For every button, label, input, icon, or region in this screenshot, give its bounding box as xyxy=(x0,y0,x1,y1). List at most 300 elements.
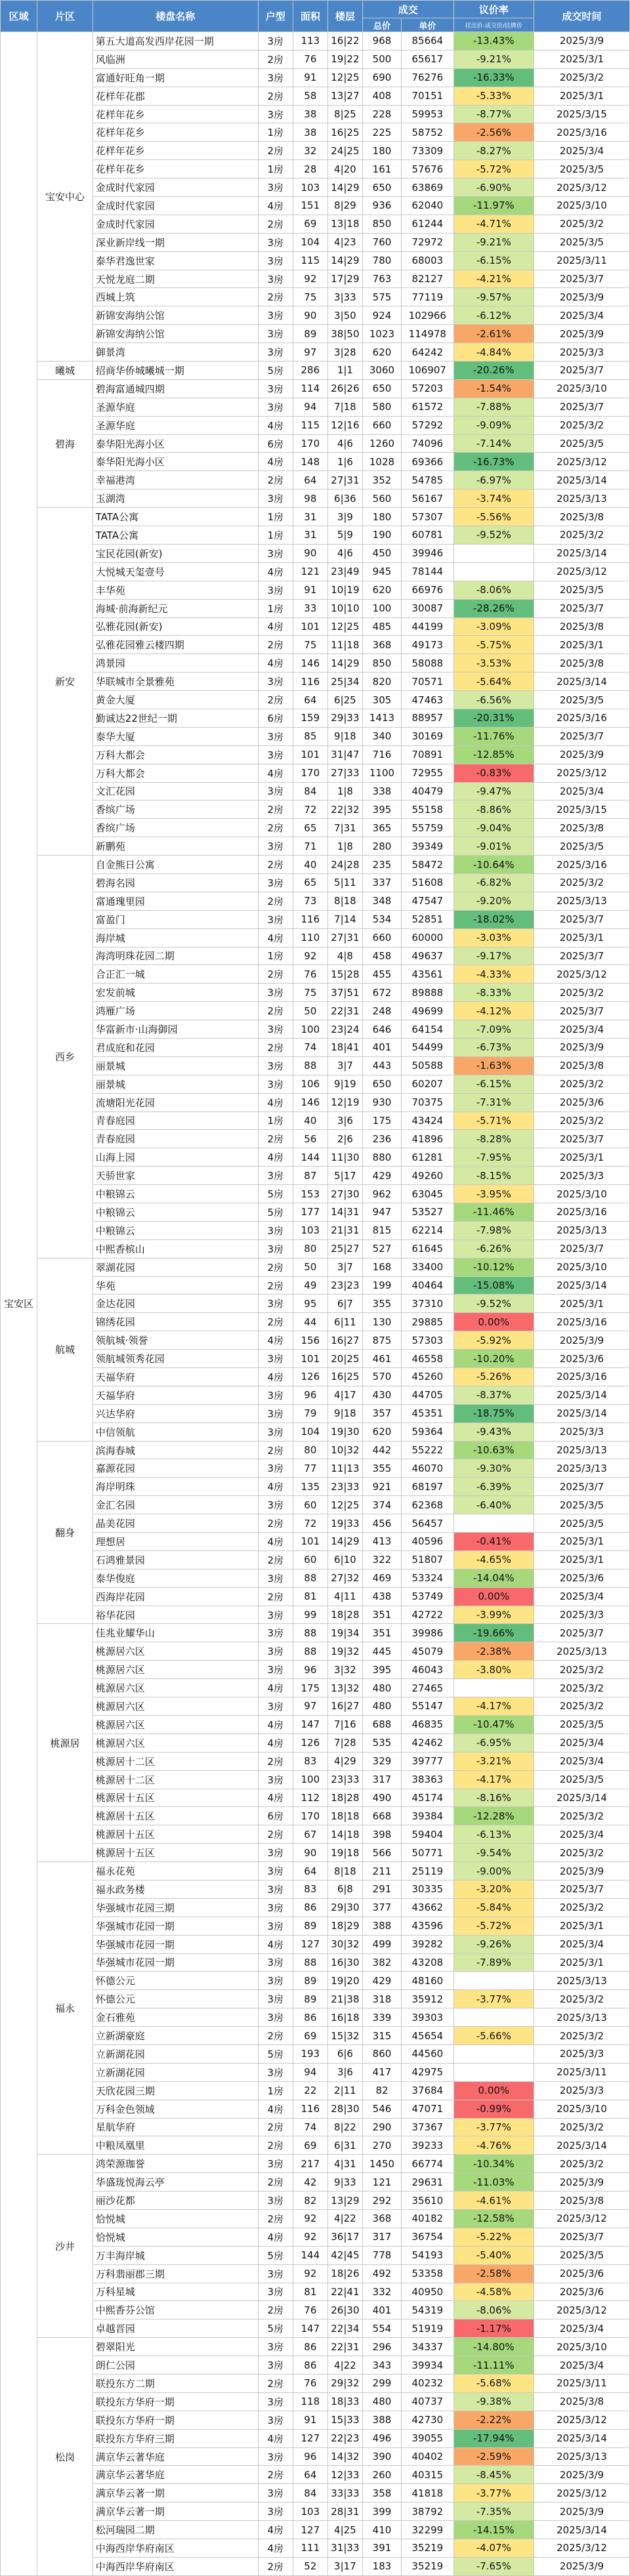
table-row xyxy=(1,2539,630,2558)
floor-cell: 11|13 xyxy=(327,1459,362,1478)
date-cell: 2025/3/2 xyxy=(534,215,630,233)
date-cell: 2025/3/7 xyxy=(534,1130,630,1148)
date-cell: 2025/3/14 xyxy=(534,1789,630,1807)
rate-cell: -14.80% xyxy=(453,2338,534,2356)
estate-cell: 联投东方二期 xyxy=(93,2375,258,2393)
unit-cell: 55759 xyxy=(402,819,454,837)
size-cell: 84 xyxy=(293,782,327,800)
estate-cell: 桃源居六区 xyxy=(93,1679,258,1697)
unit-cell: 60000 xyxy=(402,928,454,947)
date-cell: 2025/3/4 xyxy=(534,2319,630,2338)
table-row xyxy=(1,1441,630,1459)
table-row xyxy=(1,2484,630,2503)
table-row xyxy=(1,654,630,673)
size-cell: 71 xyxy=(293,837,327,856)
estate-cell: 丽景城 xyxy=(93,1075,258,1093)
table-row xyxy=(1,800,630,819)
estate-cell: 立新湖豪庭 xyxy=(93,2027,258,2045)
floor-cell: 14|32 xyxy=(327,2447,362,2466)
rate-cell: -9.00% xyxy=(453,1862,534,1880)
floor-cell: 18|28 xyxy=(327,1606,362,1624)
unit-cell: 50771 xyxy=(402,1844,454,1862)
unit-cell: 43662 xyxy=(402,1898,454,1917)
table-row xyxy=(1,1148,630,1167)
floor-cell: 15|32 xyxy=(327,2027,362,2045)
rate-cell xyxy=(453,2008,534,2027)
total-cell: 3060 xyxy=(362,362,401,380)
floor-cell: 3|17 xyxy=(327,2557,362,2575)
rate-cell: -5.33% xyxy=(453,87,534,105)
date-cell: 2025/3/7 xyxy=(534,910,630,928)
size-cell: 86 xyxy=(293,2008,327,2027)
rate-cell: -11.03% xyxy=(453,2173,534,2192)
layout-cell: 1房 xyxy=(258,508,293,526)
layout-cell: 3房 xyxy=(258,1624,293,1642)
date-cell: 2025/3/2 xyxy=(534,1111,630,1130)
estate-cell: 碧海名园 xyxy=(93,873,258,892)
layout-cell: 1房 xyxy=(258,526,293,545)
total-cell: 130 xyxy=(362,1313,401,1331)
rate-cell: -6.15% xyxy=(453,251,534,270)
layout-cell: 4房 xyxy=(258,562,293,581)
estate-cell: 天福华府 xyxy=(93,1368,258,1386)
table-row xyxy=(1,1917,630,1935)
date-cell: 2025/3/3 xyxy=(534,1167,630,1185)
size-cell: 96 xyxy=(293,2447,327,2466)
rate-cell: -11.97% xyxy=(453,197,534,215)
date-cell: 2025/3/7 xyxy=(534,398,630,416)
floor-cell: 27|32 xyxy=(327,1569,362,1587)
floor-cell: 6|25 xyxy=(327,691,362,709)
total-cell: 382 xyxy=(362,1953,401,1972)
floor-cell: 4|11 xyxy=(327,1587,362,1606)
table-row xyxy=(1,1734,630,1752)
size-cell: 28 xyxy=(293,160,327,178)
date-cell: 2025/3/1 xyxy=(534,1953,630,1972)
date-cell: 2025/3/4 xyxy=(534,1825,630,1844)
area-cell: 碧海 xyxy=(37,379,93,507)
unit-cell: 61572 xyxy=(402,398,454,416)
date-cell: 2025/3/4 xyxy=(534,2356,630,2375)
estate-cell: 金汇名园 xyxy=(93,1496,258,1514)
size-cell: 64 xyxy=(293,471,327,489)
table-row xyxy=(1,1569,630,1587)
estate-cell: 石鸿雅景园 xyxy=(93,1550,258,1569)
unit-cell: 34337 xyxy=(402,2338,454,2356)
size-cell: 115 xyxy=(293,251,327,270)
estate-cell: 泰华大厦 xyxy=(93,727,258,745)
rate-cell: -4.71% xyxy=(453,215,534,233)
layout-cell: 2房 xyxy=(258,2557,293,2575)
total-cell: 443 xyxy=(362,1056,401,1075)
layout-cell: 3房 xyxy=(258,178,293,197)
floor-cell: 27|33 xyxy=(327,764,362,782)
unit-cell: 39946 xyxy=(402,544,454,562)
floor-cell: 4|20 xyxy=(327,160,362,178)
unit-cell: 62368 xyxy=(402,1496,454,1514)
estate-cell: 桃源居十五区 xyxy=(93,1844,258,1862)
size-cell: 85 xyxy=(293,727,327,745)
table-row xyxy=(1,1606,630,1624)
table-row xyxy=(1,947,630,965)
unit-cell: 78144 xyxy=(402,562,454,581)
size-cell: 151 xyxy=(293,197,327,215)
size-cell: 76 xyxy=(293,2301,327,2319)
size-cell: 88 xyxy=(293,1056,327,1075)
layout-cell: 3房 xyxy=(258,251,293,270)
size-cell: 74 xyxy=(293,1038,327,1056)
date-cell: 2025/3/7 xyxy=(534,727,630,745)
floor-cell: 1|8 xyxy=(327,782,362,800)
table-row xyxy=(1,379,630,398)
table-row xyxy=(1,709,630,727)
header-rate-sub: 挂出价-成交价/挂牌价 xyxy=(453,18,534,32)
date-cell: 2025/3/2 xyxy=(534,1661,630,1679)
date-cell: 2025/3/11 xyxy=(534,2063,630,2081)
unit-cell: 37367 xyxy=(402,2118,454,2136)
table-row xyxy=(1,1825,630,1844)
layout-cell: 3房 xyxy=(258,32,293,51)
total-cell: 461 xyxy=(362,1350,401,1368)
floor-cell: 31|47 xyxy=(327,745,362,764)
floor-cell: 21|38 xyxy=(327,1990,362,2008)
estate-cell: 华富新市·山海御园 xyxy=(93,1020,258,1039)
table-row xyxy=(1,2557,630,2575)
table-row xyxy=(1,2081,630,2100)
date-cell: 2025/3/12 xyxy=(534,178,630,197)
unit-cell: 69366 xyxy=(402,453,454,471)
date-cell: 2025/3/13 xyxy=(534,2008,630,2027)
rate-cell: -5.84% xyxy=(453,1898,534,1917)
estate-cell: 宝民花园(新安) xyxy=(93,544,258,562)
floor-cell: 7|18 xyxy=(327,398,362,416)
total-cell: 357 xyxy=(362,1404,401,1423)
layout-cell: 2房 xyxy=(258,2375,293,2393)
date-cell: 2025/3/12 xyxy=(534,2484,630,2503)
table-row xyxy=(1,1514,630,1533)
date-cell: 2025/3/7 xyxy=(534,599,630,617)
rate-cell: -6.95% xyxy=(453,1734,534,1752)
layout-cell: 3房 xyxy=(258,2356,293,2375)
size-cell: 79 xyxy=(293,1404,327,1423)
layout-cell: 4房 xyxy=(258,2539,293,2558)
estate-cell: 桃源居六区 xyxy=(93,1642,258,1661)
size-cell: 38 xyxy=(293,105,327,123)
unit-cell: 57203 xyxy=(402,379,454,398)
rate-cell: -9.04% xyxy=(453,819,534,837)
unit-cell: 64154 xyxy=(402,1020,454,1039)
date-cell: 2025/3/14 xyxy=(534,1386,630,1404)
floor-cell: 9|33 xyxy=(327,2173,362,2192)
estate-cell: 松河瑞园二期 xyxy=(93,2521,258,2539)
layout-cell: 3房 xyxy=(258,2484,293,2503)
size-cell: 69 xyxy=(293,2027,327,2045)
floor-cell: 2|11 xyxy=(327,2081,362,2100)
date-cell: 2025/3/14 xyxy=(534,2136,630,2155)
layout-cell: 2房 xyxy=(258,856,293,874)
layout-cell: 3房 xyxy=(258,1953,293,1972)
date-cell: 2025/3/9 xyxy=(534,1038,630,1056)
rate-cell: -9.17% xyxy=(453,947,534,965)
table-row xyxy=(1,856,630,874)
estate-cell: 华强城市花园一期 xyxy=(93,1917,258,1935)
unit-cell: 53749 xyxy=(402,1587,454,1606)
table-row xyxy=(1,2429,630,2447)
layout-cell: 2房 xyxy=(258,288,293,306)
size-cell: 65 xyxy=(293,873,327,892)
date-cell: 2025/3/5 xyxy=(534,233,630,251)
layout-cell: 4房 xyxy=(258,1679,293,1697)
rate-cell: -9.21% xyxy=(453,50,534,68)
size-cell: 159 xyxy=(293,709,327,727)
layout-cell: 3房 xyxy=(258,544,293,562)
date-cell: 2025/3/5 xyxy=(534,691,630,709)
total-cell: 780 xyxy=(362,251,401,270)
table-row xyxy=(1,288,630,306)
total-cell: 248 xyxy=(362,1002,401,1020)
estate-cell: 中熙香槟山 xyxy=(93,1239,258,1258)
table-row xyxy=(1,306,630,325)
rate-cell: -6.56% xyxy=(453,691,534,709)
floor-cell: 19|22 xyxy=(327,50,362,68)
layout-cell: 3房 xyxy=(258,2155,293,2173)
date-cell: 2025/3/13 xyxy=(534,1459,630,1478)
layout-cell: 2房 xyxy=(258,1825,293,1844)
size-cell: 103 xyxy=(293,1221,327,1239)
date-cell: 2025/3/2 xyxy=(534,416,630,434)
estate-cell: 嘉源花园 xyxy=(93,1459,258,1478)
unit-cell: 38363 xyxy=(402,1770,454,1789)
unit-cell: 62040 xyxy=(402,197,454,215)
table-row xyxy=(1,2301,630,2319)
date-cell: 2025/3/9 xyxy=(534,32,630,51)
table-row xyxy=(1,1679,630,1697)
unit-cell: 61645 xyxy=(402,1239,454,1258)
unit-cell: 49173 xyxy=(402,636,454,654)
table-row xyxy=(1,1295,630,1313)
size-cell: 103 xyxy=(293,2503,327,2521)
date-cell: 2025/3/2 xyxy=(534,1844,630,1862)
floor-cell: 16|27 xyxy=(327,1331,362,1350)
layout-cell: 4房 xyxy=(258,1715,293,1734)
layout-cell: 3房 xyxy=(258,1239,293,1258)
area-cell: 翻身 xyxy=(37,1441,93,1624)
date-cell: 2025/3/10 xyxy=(534,197,630,215)
estate-cell: 大悦城天玺壹号 xyxy=(93,562,258,581)
total-cell: 211 xyxy=(362,1862,401,1880)
date-cell: 2025/3/10 xyxy=(534,2338,630,2356)
rate-cell: -1.54% xyxy=(453,379,534,398)
rate-cell: -4.58% xyxy=(453,2283,534,2301)
floor-cell: 7|14 xyxy=(327,910,362,928)
total-cell: 947 xyxy=(362,1203,401,1222)
rate-cell: -0.99% xyxy=(453,2100,534,2118)
date-cell: 2025/3/5 xyxy=(534,581,630,599)
total-cell: 763 xyxy=(362,270,401,288)
total-cell: 280 xyxy=(362,837,401,856)
unit-cell: 46835 xyxy=(402,1715,454,1734)
table-row xyxy=(1,581,630,599)
total-cell: 399 xyxy=(362,2503,401,2521)
estate-cell: 君成庭和花园 xyxy=(93,1038,258,1056)
total-cell: 339 xyxy=(362,2008,401,2027)
date-cell: 2025/3/6 xyxy=(534,1569,630,1587)
estate-cell: 新鹏苑 xyxy=(93,837,258,856)
size-cell: 83 xyxy=(293,1752,327,1770)
unit-cell: 53358 xyxy=(402,2264,454,2283)
layout-cell: 3房 xyxy=(258,910,293,928)
floor-cell: 18|41 xyxy=(327,1038,362,1056)
rate-cell: -3.77% xyxy=(453,2118,534,2136)
layout-cell: 2房 xyxy=(258,1130,293,1148)
floor-cell: 12|16 xyxy=(327,416,362,434)
layout-cell: 2房 xyxy=(258,1276,293,1295)
total-cell: 358 xyxy=(362,2484,401,2503)
floor-cell: 12|25 xyxy=(327,1496,362,1514)
floor-cell: 4|22 xyxy=(327,2209,362,2228)
date-cell: 2025/3/11 xyxy=(534,251,630,270)
date-cell: 2025/3/8 xyxy=(534,2192,630,2210)
size-cell: 67 xyxy=(293,1825,327,1844)
date-cell: 2025/3/4 xyxy=(534,1935,630,1953)
unit-cell: 61244 xyxy=(402,215,454,233)
total-cell: 688 xyxy=(362,1715,401,1734)
size-cell: 92 xyxy=(293,2209,327,2228)
date-cell: 2025/3/13 xyxy=(534,489,630,508)
table-row xyxy=(1,1331,630,1350)
unit-cell: 45351 xyxy=(402,1404,454,1423)
total-cell: 620 xyxy=(362,343,401,362)
date-cell: 2025/3/13 xyxy=(534,2447,630,2466)
date-cell: 2025/3/2 xyxy=(534,526,630,545)
size-cell: 86 xyxy=(293,1898,327,1917)
unit-cell: 59364 xyxy=(402,1423,454,1441)
rate-cell: -6.97% xyxy=(453,471,534,489)
size-cell: 116 xyxy=(293,673,327,691)
date-cell: 2025/3/4 xyxy=(534,782,630,800)
size-cell: 42 xyxy=(293,2173,327,2192)
unit-cell: 45260 xyxy=(402,1368,454,1386)
date-cell: 2025/3/14 xyxy=(534,673,630,691)
table-row xyxy=(1,1697,630,1716)
date-cell: 2025/3/14 xyxy=(534,1276,630,1295)
date-cell: 2025/3/5 xyxy=(534,434,630,453)
rate-cell: -4.76% xyxy=(453,2136,534,2155)
layout-cell: 3房 xyxy=(258,2392,293,2411)
size-cell: 88 xyxy=(293,1642,327,1661)
table-row xyxy=(1,1075,630,1093)
estate-cell: 满京华云著华庭 xyxy=(93,2447,258,2466)
size-cell: 101 xyxy=(293,745,327,764)
estate-cell: 裕华花园 xyxy=(93,1606,258,1624)
table-row xyxy=(1,1752,630,1770)
estate-cell: 联投东方华府一期 xyxy=(93,2392,258,2411)
unit-cell: 82127 xyxy=(402,270,454,288)
size-cell: 64 xyxy=(293,1862,327,1880)
rate-cell: -1.17% xyxy=(453,2319,534,2338)
unit-cell: 46558 xyxy=(402,1350,454,1368)
size-cell: 76 xyxy=(293,965,327,984)
date-cell: 2025/3/2 xyxy=(534,2118,630,2136)
table-row xyxy=(1,1953,630,1972)
floor-cell: 6|10 xyxy=(327,1550,362,1569)
floor-cell: 6|8 xyxy=(327,1880,362,1898)
total-cell: 228 xyxy=(362,105,401,123)
floor-cell: 13|18 xyxy=(327,215,362,233)
rate-cell: -14.15% xyxy=(453,2521,534,2539)
rate-cell: -10.47% xyxy=(453,1715,534,1734)
rate-cell: -6.12% xyxy=(453,306,534,325)
size-cell: 73 xyxy=(293,892,327,910)
table-row xyxy=(1,1350,630,1368)
layout-cell: 4房 xyxy=(258,1734,293,1752)
date-cell: 2025/3/9 xyxy=(534,745,630,764)
date-cell: 2025/3/7 xyxy=(534,947,630,965)
estate-cell: 鸿雁广场 xyxy=(93,1002,258,1020)
total-cell: 850 xyxy=(362,215,401,233)
rate-cell: -5.68% xyxy=(453,2375,534,2393)
date-cell: 2025/3/8 xyxy=(534,508,630,526)
floor-cell: 10|10 xyxy=(327,599,362,617)
estate-cell: 星航华府 xyxy=(93,2118,258,2136)
layout-cell: 3房 xyxy=(258,1898,293,1917)
size-cell: 98 xyxy=(293,489,327,508)
table-row xyxy=(1,2447,630,2466)
total-cell: 365 xyxy=(362,819,401,837)
rate-cell: -3.80% xyxy=(453,1661,534,1679)
header-area: 片区 xyxy=(37,1,93,32)
table-row xyxy=(1,2375,630,2393)
rate-cell: -6.73% xyxy=(453,1038,534,1056)
date-cell: 2025/3/13 xyxy=(534,1441,630,1459)
rate-cell: -3.77% xyxy=(453,2484,534,2503)
layout-cell: 3房 xyxy=(258,1697,293,1716)
table-row xyxy=(1,2045,630,2063)
floor-cell: 19|18 xyxy=(327,1844,362,1862)
total-cell: 355 xyxy=(362,1295,401,1313)
total-cell: 290 xyxy=(362,2118,401,2136)
estate-cell: 晶美花园 xyxy=(93,1514,258,1533)
size-cell: 72 xyxy=(293,1514,327,1533)
unit-cell: 57292 xyxy=(402,416,454,434)
estate-cell: 中粮锦云 xyxy=(93,1185,258,1203)
size-cell: 100 xyxy=(293,1770,327,1789)
total-cell: 500 xyxy=(362,50,401,68)
date-cell: 2025/3/10 xyxy=(534,1185,630,1203)
date-cell: 2025/3/12 xyxy=(534,2539,630,2558)
date-cell: 2025/3/9 xyxy=(534,1331,630,1350)
rate-cell: -9.54% xyxy=(453,1844,534,1862)
layout-cell: 2房 xyxy=(258,2027,293,2045)
unit-cell: 40402 xyxy=(402,2447,454,2466)
date-cell: 2025/3/7 xyxy=(534,1239,630,1258)
floor-cell: 8|29 xyxy=(327,197,362,215)
rate-cell: -3.21% xyxy=(453,1752,534,1770)
layout-cell: 2房 xyxy=(258,215,293,233)
unit-cell: 53324 xyxy=(402,1569,454,1587)
total-cell: 968 xyxy=(362,32,401,51)
date-cell: 2025/3/6 xyxy=(534,2283,630,2301)
size-cell: 75 xyxy=(293,984,327,1002)
size-cell: 76 xyxy=(293,50,327,68)
layout-cell: 4房 xyxy=(258,1093,293,1111)
size-cell: 64 xyxy=(293,2466,327,2484)
rate-cell: -3.09% xyxy=(453,617,534,636)
estate-cell: 中海西岸华府南区 xyxy=(93,2557,258,2575)
size-cell: 92 xyxy=(293,2228,327,2246)
floor-cell: 3|9 xyxy=(327,508,362,526)
floor-cell: 25|34 xyxy=(327,673,362,691)
